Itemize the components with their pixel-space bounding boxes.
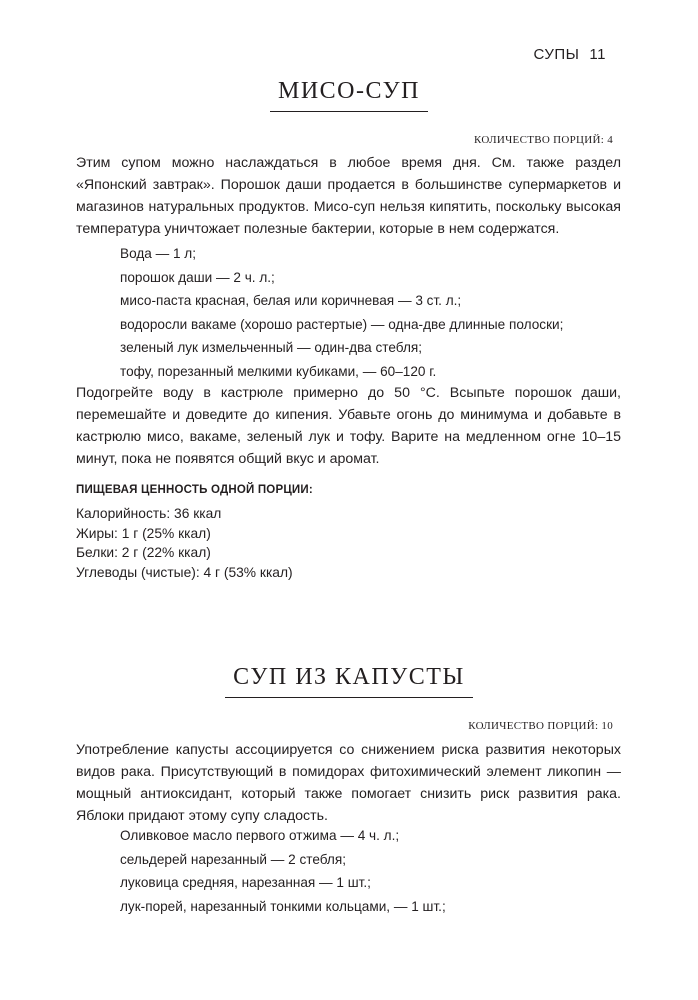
ingredient-item: зеленый лук измельченный — один-два стебля;: [120, 340, 423, 355]
ingredient-item: сельдерей нарезанный — 2 стебля;: [120, 851, 346, 867]
page-number: 11: [589, 46, 606, 63]
nutrition-item: Углеводы (чистые): 4 г (53% ккал): [76, 564, 293, 580]
recipe-intro: Употребление капусты ассоциируется со снижением риска развития некоторых видов рака. Присутствующий в помидорах фитохимический элемент ликопин — мощный антиоксидант, который также помогает снизить риск развития рака. Яблоки придают этому супу сладость.: [76, 742, 621, 824]
recipe-intro: Этим супом можно наслаждаться в любое время дня. См. также раздел «Японский завтрак». Порошок даши продается в большинстве супермаркетов и магазинов натуральных продуктов. Мисо-суп нельзя кипятить, поскольку высокая температура уничтожает полезные бактерии, которые в нем содержатся.: [76, 155, 621, 237]
nutrition-list: [76, 504, 293, 582]
nutrition-item: Калорийность: 36 ккал: [76, 506, 222, 521]
servings-count: КОЛИЧЕСТВО ПОРЦИЙ: 4: [474, 134, 613, 146]
ingredient-item: луковица средняя, нарезанная — 1 шт.;: [120, 875, 371, 890]
ingredient-item: Вода — 1 л;: [120, 246, 197, 261]
section-name: СУПЫ: [533, 46, 580, 63]
recipe-title-text: СУП ИЗ КАПУСТЫ: [225, 664, 473, 698]
recipe-method: Подогрейте воду в кастрюле примерно до 50 °С. Всыпьте порошок даши, перемешайте и доведите до кипения. Убавьте огонь до минимума и добавьте в кастрюлю мисо, вакаме, зеленый лук и тофу. Варите на медленном огне 10–15 минут, пока не появятся общий вкус и аромат.: [76, 385, 621, 467]
ingredient-list: [120, 244, 563, 385]
servings-count: КОЛИЧЕСТВО ПОРЦИЙ: 10: [468, 720, 613, 732]
nutrition-heading: ПИЩЕВАЯ ЦЕННОСТЬ ОДНОЙ ПОРЦИИ:: [76, 484, 313, 496]
ingredient-list: [120, 826, 446, 920]
ingredient-item: порошок даши — 2 ч. л.;: [120, 269, 275, 285]
ingredient-item: мисо-паста красная, белая или коричневая — 3 ст. л.;: [120, 293, 462, 308]
running-head: [533, 46, 606, 63]
ingredient-item: тофу, порезанный мелкими кубиками, — 60–120 г.: [120, 363, 437, 379]
nutrition-item: Жиры: 1 г (25% ккал): [76, 525, 211, 541]
ingredient-item: водоросли вакаме (хорошо растертые) — одна-две длинные полоски;: [120, 316, 564, 332]
recipe-title: [0, 664, 698, 698]
ingredient-item: Оливковое масло первого отжима — 4 ч. л.;: [120, 828, 400, 843]
recipe-title-text: МИСО-СУП: [270, 78, 428, 112]
ingredient-item: лук-порей, нарезанный тонкими кольцами, — 1 шт.;: [120, 898, 446, 914]
recipe-title: [0, 78, 698, 112]
nutrition-item: Белки: 2 г (22% ккал): [76, 545, 211, 560]
